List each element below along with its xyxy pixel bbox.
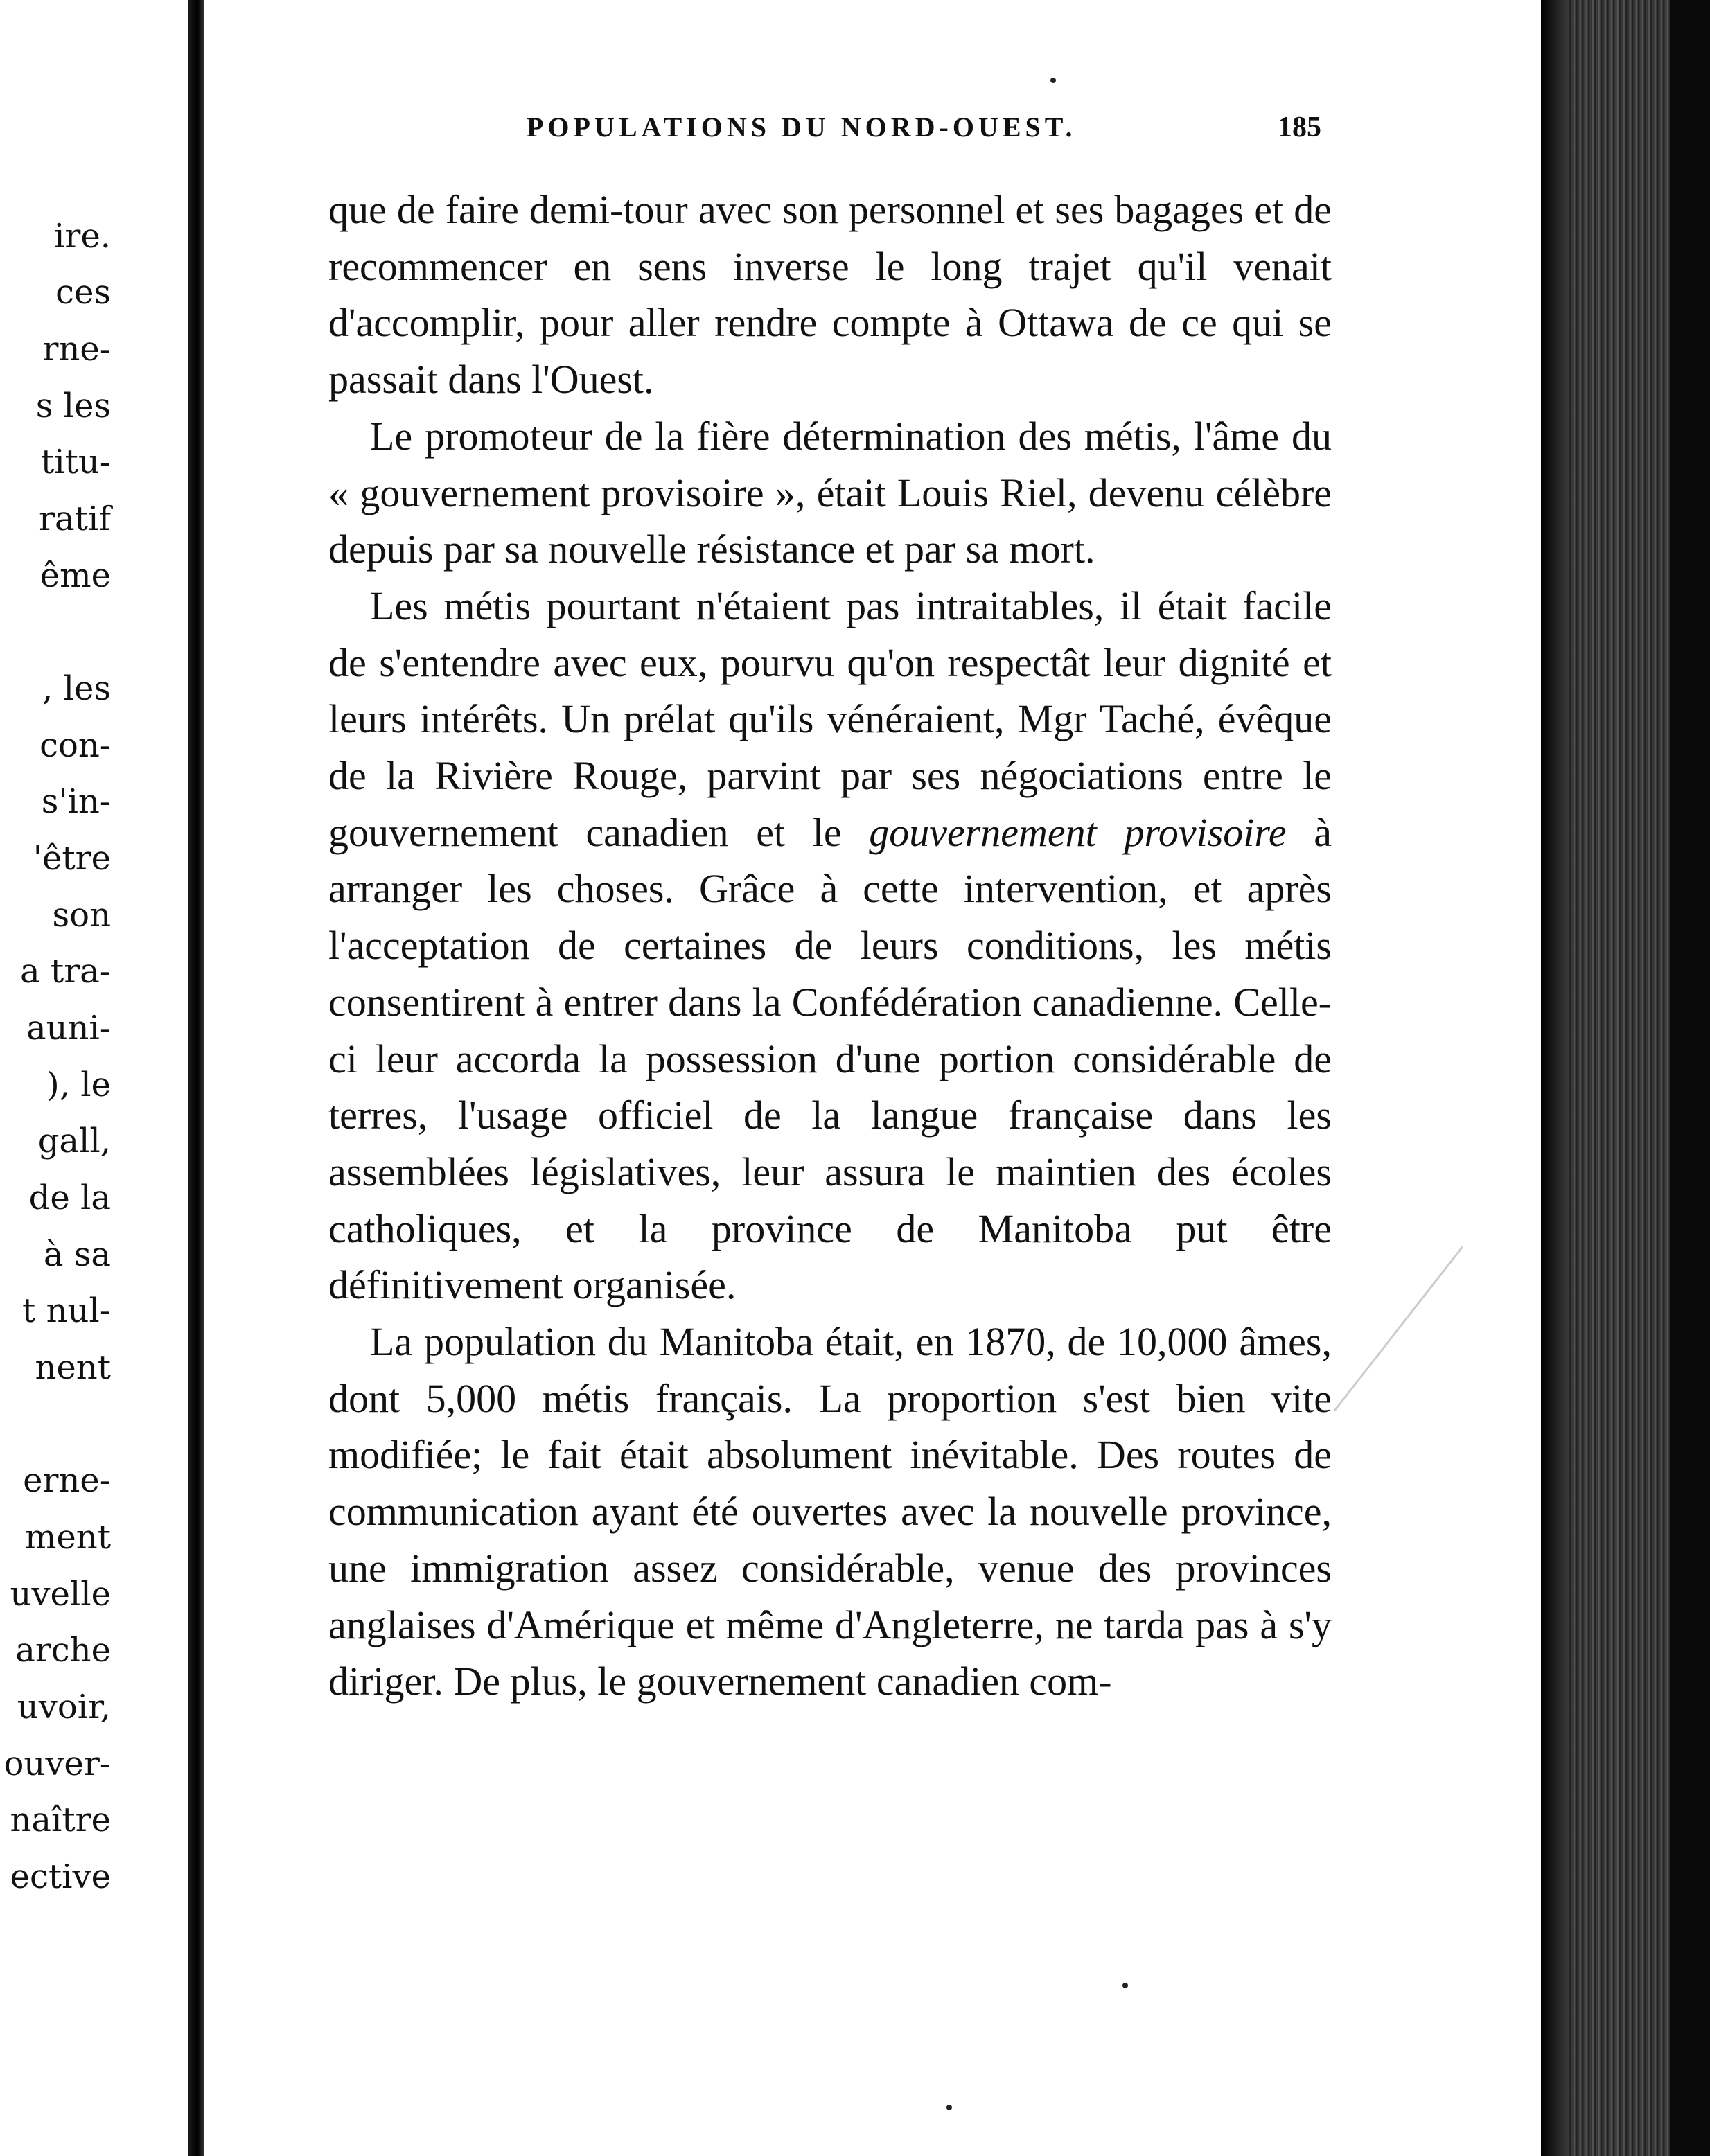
right-page <box>204 0 1541 2156</box>
left-page-line: uvoir, <box>17 1688 111 1726</box>
ink-speck <box>1050 78 1056 83</box>
left-page-line: s les <box>35 387 111 425</box>
book-edge-shadow <box>1541 0 1569 2156</box>
paragraph <box>328 578 1332 1314</box>
page-number: 185 <box>1278 112 1321 143</box>
paragraph-text: Les métis pourtant n'étaient pas intraitables, il était facile de s'entendre avec eux, pourvu qu'on respectât leur dignité et leurs intérêts. Un prélat qu'ils vénéraient, Mgr Taché, évêque de la Rivière Rouge, parvint par ses négociations entre le gouvernement canadien et le <box>328 583 1332 855</box>
left-page-line: auni- <box>26 1009 111 1048</box>
left-page-line: ouver- <box>3 1744 111 1783</box>
left-page-line: titu- <box>40 443 111 481</box>
left-page-line: arche <box>15 1631 111 1670</box>
paragraph-text: à arranger les choses. Grâce à cette intervention, et après l'acceptation de certaines de leurs conditions, les métis consentirent à entrer dans la Confédération canadienne. Celle-ci leur accorda la possession d'une portion considérable de terres, l'usage officiel de la langue française dans les assemblées législatives, leur assura le maintien des écoles catholiques, et la province de Manitoba put être définitivement organisée. <box>328 809 1332 1308</box>
left-page-line: a tra- <box>20 952 111 991</box>
left-page-line: ratif <box>39 500 111 538</box>
left-page-line: ment <box>24 1518 111 1557</box>
ink-speck <box>946 2105 952 2110</box>
left-page-line: 'être <box>33 839 111 878</box>
paragraph: La population du Manitoba était, en 1870, de 10,000 âmes, dont 5,000 métis français. La proportion s'est bien vite modifiée; le fait était absolument inévitable. Des routes de communication ayant été ouvertes avec la nouvelle province, une immigration assez considérable, venue des provinces anglaises d'Amérique et même d'Angleterre, ne tarda pas à s'y diriger. De plus, le gouvernement canadien com- <box>328 1319 1332 1704</box>
ink-speck <box>1122 1983 1128 1988</box>
left-page-line: rne- <box>42 330 111 369</box>
left-page-line: son <box>52 896 111 935</box>
left-page-line: t nul- <box>22 1291 111 1330</box>
book-gutter <box>188 0 204 2156</box>
left-page-line: de la <box>28 1178 111 1217</box>
left-page-line: ces <box>55 273 111 312</box>
paragraph: Le promoteur de la fière détermination des métis, l'âme du « gouvernement provisoire », était Louis Riel, devenu célèbre depuis par sa nouvelle résistance et par sa mort. <box>328 413 1332 572</box>
left-page-line: ire. <box>54 217 111 256</box>
left-page-line: nent <box>35 1348 111 1387</box>
left-page-line: erne- <box>23 1461 111 1500</box>
left-page-line: con- <box>39 726 111 765</box>
paragraph: que de faire demi-tour avec son personnel et ses bagages et de recommencer en sens inverse le long trajet qu'il venait d'accomplir, pour aller rendre compte à Ottawa de ce qui se passait dans l'Ouest. <box>328 187 1332 403</box>
body-text <box>328 182 1332 1710</box>
book-edge-dark <box>1670 0 1710 2156</box>
left-page-line: ), le <box>46 1066 111 1104</box>
left-page-line: à sa <box>43 1235 111 1274</box>
left-page-line: , les <box>42 669 111 708</box>
left-page-line: ême <box>39 556 111 595</box>
left-page-line: gall, <box>37 1122 111 1160</box>
left-page-fragment <box>0 0 188 2156</box>
left-page-line: s'in- <box>41 782 111 821</box>
italic-phrase: gouvernement provisoire <box>869 809 1287 855</box>
running-head: POPULATIONS DU NORD-OUEST. <box>527 112 1077 143</box>
left-page-line: ective <box>10 1857 111 1896</box>
left-page-line: uvelle <box>10 1575 111 1614</box>
left-page-line: naître <box>10 1801 111 1839</box>
